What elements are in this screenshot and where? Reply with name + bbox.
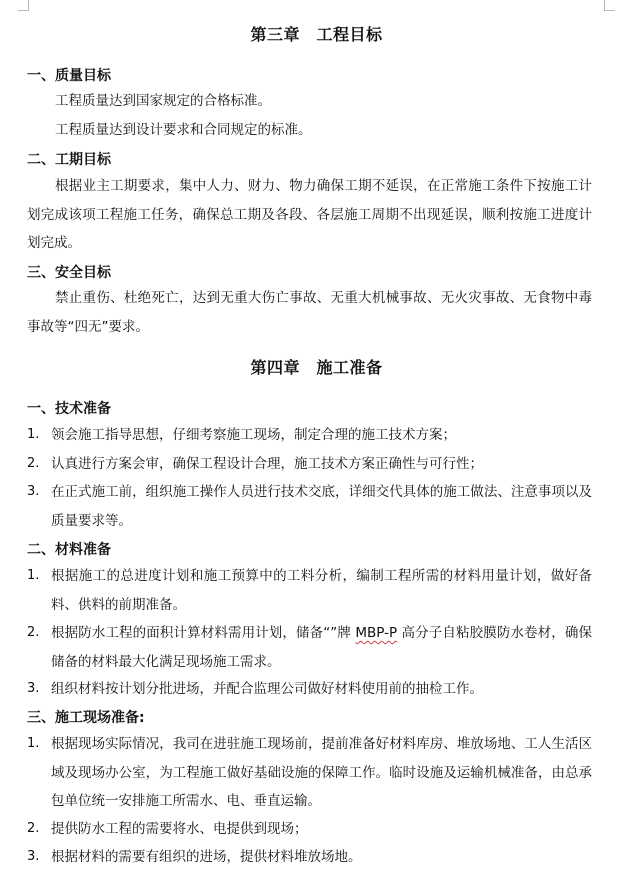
- quality-goal-paragraph-1: 工程质量达到国家规定的合格标准。: [55, 93, 271, 109]
- list-item-text-part: 高分子自粘胶膜防水卷材，确保储备的材料最大化满足现场施工需求。: [51, 625, 593, 670]
- list-item-text: 提供防水工程的需要将水、电提供到现场；: [51, 821, 308, 837]
- list-item-text: [51, 619, 592, 676]
- site-prep-heading: 三、施工现场准备:: [27, 710, 145, 726]
- list-item-text: 根据施工的总进度计划和施工预算中的工料分析，编制工程所需的材料用量计划，做好备料、供料的前期准备。: [51, 568, 592, 613]
- list-number: 1.: [27, 427, 40, 442]
- list-item-text: 根据材料的需要有组织的进场，提供材料堆放场地。: [51, 849, 362, 865]
- spellcheck-marked-word: MBP-P: [355, 625, 398, 641]
- list-item-text: 根据现场实际情况，我司在进驻施工现场前，提前准备好材料库房、堆放场地、工人生活区域及现场办公室，为工程施工做好基础设施的保障工作。临时设施及运输机械准备，由总承包单位统一安排施工所需水、电、垂直运输。: [51, 736, 592, 809]
- list-number: 3.: [27, 681, 40, 696]
- list-item: [27, 843, 592, 872]
- list-item: [27, 562, 592, 619]
- list-item: [27, 675, 592, 704]
- list-number: 1.: [27, 568, 40, 583]
- material-prep-heading: 二、材料准备: [27, 542, 111, 558]
- list-number: 3.: [27, 849, 40, 864]
- list-number: 2.: [27, 625, 40, 640]
- list-item: [27, 478, 592, 535]
- list-item-text: 组织材料按计划分批进场，并配合监理公司做好材料使用前的抽检工作。: [51, 681, 483, 697]
- quality-goal-paragraph-2: 工程质量达到设计要求和合同规定的标准。: [55, 122, 312, 138]
- safety-goal-heading: 三、安全目标: [27, 265, 111, 281]
- page-corner-mark-right: [604, 0, 615, 11]
- schedule-goal-heading: 二、工期目标: [27, 152, 111, 168]
- list-item-text-part: 根据防水工程的面积计算材料需用计划，储备“”牌: [51, 625, 356, 641]
- chapter-4-title: 第四章 施工准备: [250, 358, 383, 377]
- list-number: 2.: [27, 456, 40, 471]
- list-item: [27, 619, 592, 676]
- quality-goal-heading: 一、质量目标: [27, 68, 111, 84]
- list-item: [27, 450, 592, 479]
- schedule-goal-paragraph: 根据业主工期要求，集中人力、财力、物力确保工期不延误，在正常施工条件下按施工计划完成该项工程施工任务，确保总工期及各段、各层施工周期不出现延误，顺利按施工进度计划完成。: [27, 178, 592, 251]
- list-item: [27, 730, 592, 816]
- list-item: [27, 421, 592, 450]
- page-corner-mark-left: [18, 0, 29, 11]
- list-item-text: 在正式施工前，组织施工操作人员进行技术交底，详细交代具体的施工做法、注意事项以及质量要求等。: [51, 484, 592, 529]
- list-item-text: 认真进行方案会审，确保工程设计合理，施工技术方案正确性与可行性；: [51, 456, 483, 472]
- list-number: 3.: [27, 484, 40, 499]
- list-item-text: 领会施工指导思想，仔细考察施工现场，制定合理的施工技术方案；: [51, 427, 456, 443]
- safety-goal-paragraph: 禁止重伤、杜绝死亡，达到无重大伤亡事故、无重大机械事故、无火灾事故、无食物中毒事故等“四无”要求。: [27, 290, 592, 335]
- list-number: 2.: [27, 821, 40, 836]
- list-item: [27, 815, 592, 844]
- list-number: 1.: [27, 736, 40, 751]
- technical-prep-heading: 一、技术准备: [27, 401, 111, 417]
- chapter-3-title: 第三章 工程目标: [250, 25, 383, 44]
